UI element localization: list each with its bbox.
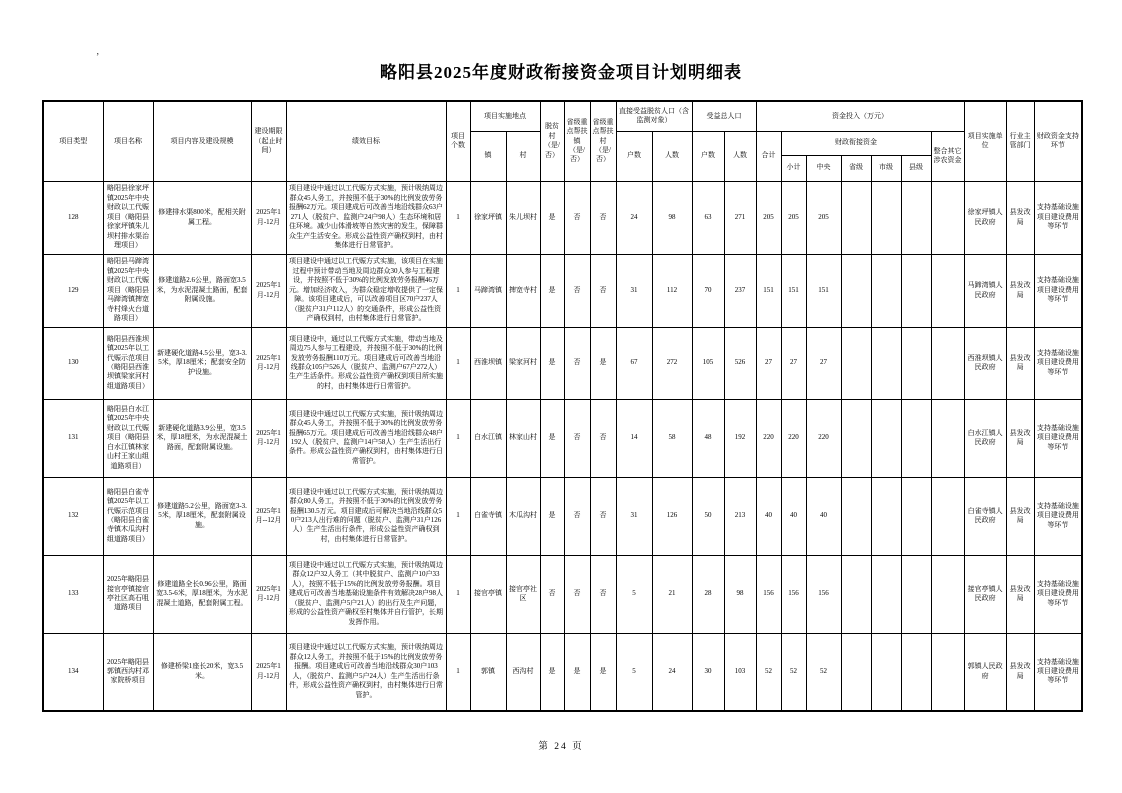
cell-city [871, 555, 901, 633]
cell-total: 27 [756, 327, 781, 399]
col-header-total-pop: 受益总人口 [692, 101, 756, 131]
cell-content: 修建道路全长0.96公里，路面宽3.5-6米，厚18厘米，为水泥混凝土道路，配套附属工程。 [153, 555, 251, 633]
cell-name: 2025年略阳县接官亭镇接官亭社区高石咀道路项目 [103, 555, 153, 633]
cell-subtotal: 151 [781, 254, 806, 327]
cell-province [841, 254, 871, 327]
cell-stage: 支持基础设施项目建设费用等环节 [1034, 477, 1082, 555]
cell-subtotal: 156 [781, 555, 806, 633]
table-row [43, 399, 1082, 477]
cell-integrated [931, 633, 964, 711]
col-header-unit: 项目实施单位 [964, 101, 1006, 181]
cell-count: 1 [446, 555, 470, 633]
page-number: 第 24 页 [538, 742, 584, 752]
cell-key-village: 是 [590, 633, 616, 711]
cell-total-hh: 28 [692, 555, 724, 633]
cell-integrated [931, 399, 964, 477]
cell-town: 徐家坪镇 [470, 181, 506, 254]
cell-central: 151 [806, 254, 841, 327]
cell-direct-hh: 31 [616, 254, 652, 327]
cell-town: 接官亭镇 [470, 555, 506, 633]
cell-province [841, 327, 871, 399]
cell-total-hh: 48 [692, 399, 724, 477]
cell-city [871, 327, 901, 399]
cell-central: 52 [806, 633, 841, 711]
table-row [43, 327, 1082, 399]
cell-direct-hh: 24 [616, 181, 652, 254]
cell-period: 2025年1月-12月 [251, 399, 286, 477]
col-header-key-village: 省级重点帮扶村（是/否） [590, 101, 616, 181]
cell-key-village: 否 [590, 399, 616, 477]
col-header-fiscal: 财政衔接资金 [781, 131, 931, 155]
cell-subtotal: 220 [781, 399, 806, 477]
cell-name: 略阳县白水江镇2025年中央财政以工代赈项目（略阳县白水江镇林家山村王家山组道路项目） [103, 399, 153, 477]
cell-name: 略阳县白雀寺镇2025年以工代赈示范项目（略阳县白雀寺镇木瓜沟村组道路项目） [103, 477, 153, 555]
cell-direct-pp: 21 [652, 555, 692, 633]
cell-integrated [931, 181, 964, 254]
cell-count: 1 [446, 254, 470, 327]
cell-subtotal: 52 [781, 633, 806, 711]
cell-total: 220 [756, 399, 781, 477]
cell-direct-hh: 67 [616, 327, 652, 399]
cell-content: 修建道路2.6公里，路面宽3.5米，为水泥混凝土路面，配套附属设施。 [153, 254, 251, 327]
cell-direct-hh: 31 [616, 477, 652, 555]
cell-key-village: 否 [590, 254, 616, 327]
cell-name: 2025年略阳县郭镇西沟村邓家院桥项目 [103, 633, 153, 711]
cell-town: 白水江镇 [470, 399, 506, 477]
cell-county [901, 555, 931, 633]
cell-county [901, 399, 931, 477]
cell-dept: 县发改局 [1006, 399, 1034, 477]
cell-integrated [931, 254, 964, 327]
cell-central: 220 [806, 399, 841, 477]
cell-count: 1 [446, 477, 470, 555]
cell-direct-pp: 112 [652, 254, 692, 327]
cell-total: 52 [756, 633, 781, 711]
cell-county [901, 181, 931, 254]
cell-integrated [931, 327, 964, 399]
cell-key-village: 否 [590, 181, 616, 254]
cell-period: 2025年1月-12月 [251, 633, 286, 711]
col-header-project-name: 项目名称 [103, 101, 153, 181]
cell-unit: 接官亭镇人民政府 [964, 555, 1006, 633]
cell-seq: 134 [43, 633, 103, 711]
cell-key-town: 否 [564, 477, 590, 555]
cell-stage: 支持基础设施项目建设费用等环节 [1034, 399, 1082, 477]
cell-direct-pp: 58 [652, 399, 692, 477]
cell-period: 2025年1月-12月 [251, 555, 286, 633]
cell-dept: 县发改局 [1006, 254, 1034, 327]
cell-total-pp: 213 [724, 477, 756, 555]
cell-integrated [931, 555, 964, 633]
cell-central: 40 [806, 477, 841, 555]
cell-period: 2025年1月-12月 [251, 181, 286, 254]
cell-content: 新建硬化道路3.9公里，宽3.5米，厚18厘米，为水泥混凝土路面，配套附属设施。 [153, 399, 251, 477]
cell-total-hh: 63 [692, 181, 724, 254]
cell-county [901, 633, 931, 711]
col-header-province: 省级 [841, 155, 871, 181]
cell-goal: 项目建设中通过以工代赈方式实施，该项目在实施过程中预计带动当地及周边群众30人参与工程建设，并按照不低于30%的比例发放劳务报酬46万元。增加经济收入，为群众稳定增收提供了一定保障。该项目建成后，可以改善项目区70户237人（脱贫户31户112人）的交通条件，形成公益性资产确权到村，由村集体进行日常管护。 [286, 254, 446, 327]
cell-stage: 支持基础设施项目建设费用等环节 [1034, 254, 1082, 327]
cell-direct-hh: 14 [616, 399, 652, 477]
col-header-direct-households: 户数 [616, 131, 652, 181]
table-header [43, 101, 1082, 181]
col-header-poor-village: 脱贫村（是/否） [540, 101, 564, 181]
cell-name: 略阳县马蹄湾镇2025年中央财政以工代赈项目（略阳县马蹄湾镇捭宽寺村烽火台道路项目） [103, 254, 153, 327]
cell-dept: 县发改局 [1006, 633, 1034, 711]
cell-central: 27 [806, 327, 841, 399]
cell-unit: 马蹄湾镇人民政府 [964, 254, 1006, 327]
cell-county [901, 254, 931, 327]
cell-total-pp: 192 [724, 399, 756, 477]
cell-village: 木瓜沟村 [506, 477, 540, 555]
cell-village: 西沟村 [506, 633, 540, 711]
cell-unit: 郭镇人民政府 [964, 633, 1006, 711]
cell-province [841, 633, 871, 711]
cell-town: 白雀寺镇 [470, 477, 506, 555]
cell-total: 40 [756, 477, 781, 555]
cell-stage: 支持基础设施项目建设费用等环节 [1034, 327, 1082, 399]
cell-city [871, 254, 901, 327]
cell-city [871, 399, 901, 477]
cell-city [871, 477, 901, 555]
col-header-dept: 行业主管部门 [1006, 101, 1034, 181]
cell-poor-village: 是 [540, 327, 564, 399]
cell-poor-village: 否 [540, 555, 564, 633]
cell-unit: 白水江镇人民政府 [964, 399, 1006, 477]
projects-table [42, 100, 1083, 712]
cell-stage: 支持基础设施项目建设费用等环节 [1034, 555, 1082, 633]
cell-town: 西淮坝镇 [470, 327, 506, 399]
cell-total-hh: 50 [692, 477, 724, 555]
cell-count: 1 [446, 633, 470, 711]
cell-period: 2025年1月-12月 [251, 327, 286, 399]
cell-city [871, 633, 901, 711]
table-body [43, 181, 1082, 711]
stray-mark: ’ [96, 52, 100, 63]
cell-total-pp: 237 [724, 254, 756, 327]
cell-dept: 县发改局 [1006, 181, 1034, 254]
col-header-key-town: 省级重点帮扶镇（是/否） [564, 101, 590, 181]
cell-poor-village: 是 [540, 477, 564, 555]
cell-direct-pp: 272 [652, 327, 692, 399]
cell-central: 156 [806, 555, 841, 633]
cell-seq: 131 [43, 399, 103, 477]
cell-seq: 132 [43, 477, 103, 555]
cell-stage: 支持基础设施项目建设费用等环节 [1034, 181, 1082, 254]
cell-central: 205 [806, 181, 841, 254]
cell-total-pp: 103 [724, 633, 756, 711]
col-header-location: 项目实施地点 [470, 101, 540, 131]
cell-poor-village: 是 [540, 399, 564, 477]
cell-goal: 项目建设中通过以工代赈方式实施，预计吸纳周边群众12人务工，并按照不低于15%的比例发放劳务报酬。项目建成后可改善当地沿线群众30户103人，（脱贫户、监测户5户24人）生产生活出行条件，形成公益性资产确权到村，由村集体进行日常管护。 [286, 633, 446, 711]
cell-village: 接官亭社区 [506, 555, 540, 633]
col-header-direct-pop: 直接受益脱贫人口（含监测对象） [616, 101, 692, 131]
cell-total: 205 [756, 181, 781, 254]
cell-county [901, 327, 931, 399]
cell-key-village: 是 [590, 327, 616, 399]
cell-goal: 项目建设中通过以工代赈方式实施，预计吸纳周边群众12户32人务工（其中脱贫户、监测户10户33人），按照不低于15%的比例发放劳务报酬。项目建成后可改善当地基础设施条件有效解决28户98人（脱贫户、监测户5户21人）的出行及生产问题，形成的公益性资产确权至村集体并自行管护，长期发挥作用。 [286, 555, 446, 633]
col-header-content: 项目内容及建设规模 [153, 101, 251, 181]
cell-county [901, 477, 931, 555]
col-header-count: 项目个数 [446, 101, 470, 181]
cell-village: 捭宽寺村 [506, 254, 540, 327]
cell-city [871, 181, 901, 254]
cell-seq: 128 [43, 181, 103, 254]
cell-goal: 项目建设中，通过以工代赈方式实施，带动当地及周边75人参与工程建设，并按照不低于30%的比例发放劳务报酬110万元。项目建成后可改善当地沿线群众105户526人（脱贫户、监测户67户272人）生产生活条件。形成公益性资产确权到项目所实施的村，由村集体进行日常管护。 [286, 327, 446, 399]
col-header-county: 县级 [901, 155, 931, 181]
cell-seq: 133 [43, 555, 103, 633]
cell-total-hh: 30 [692, 633, 724, 711]
cell-village: 朱儿坝村 [506, 181, 540, 254]
cell-content: 修建道路5.2公里，路面宽3-3.5米，厚18厘米，配套附属设施。 [153, 477, 251, 555]
cell-count: 1 [446, 399, 470, 477]
cell-total-pp: 526 [724, 327, 756, 399]
cell-key-town: 否 [564, 399, 590, 477]
cell-unit: 白雀寺镇人民政府 [964, 477, 1006, 555]
cell-direct-hh: 5 [616, 633, 652, 711]
cell-total-hh: 105 [692, 327, 724, 399]
cell-total-pp: 271 [724, 181, 756, 254]
cell-direct-pp: 126 [652, 477, 692, 555]
cell-stage: 支持基础设施项目建设费用等环节 [1034, 633, 1082, 711]
cell-poor-village: 是 [540, 633, 564, 711]
cell-name: 略阳县西淮坝镇2025年以工代赈示范项目（略阳县西淮坝镇梁家河村组道路项目） [103, 327, 153, 399]
cell-key-village: 否 [590, 477, 616, 555]
cell-content: 修建排水渠800米，配相关附属工程。 [153, 181, 251, 254]
table-row [43, 181, 1082, 254]
col-header-total-households: 户数 [692, 131, 724, 181]
cell-period: 2025年1月-12月 [251, 254, 286, 327]
cell-subtotal: 27 [781, 327, 806, 399]
cell-count: 1 [446, 181, 470, 254]
cell-goal: 项目建设中通过以工代赈方式实施，预计吸纳周边群众80人务工，并按照不低于30%的比例发放劳务报酬130.5万元。项目建成后可解决当地沿线群众50户213人出行难的问题（脱贫户、监测户31户126人）生产生活出行条件，形成公益性资产确权到村，由村集体进行日常管护。 [286, 477, 446, 555]
cell-poor-village: 是 [540, 254, 564, 327]
table-row [43, 633, 1082, 711]
cell-province [841, 555, 871, 633]
table-row [43, 555, 1082, 633]
cell-name: 略阳县徐家坪镇2025年中央财政以工代赈项目（略阳县徐家坪镇朱儿坝村排水渠治理项目） [103, 181, 153, 254]
cell-total-pp: 98 [724, 555, 756, 633]
cell-direct-pp: 24 [652, 633, 692, 711]
cell-goal: 项目建设中通过以工代赈方式实施，预计吸纳周边群众45人务工，并按照不低于30%的比例发放劳务报酬62万元。项目建成后可改善当地沿线群众63户271人（脱贫户、监测户24户98人）生态环境和居住环境。减少山体滑坡等自然灾害的发生，保障群众生产生活安全。形成公益性资产确权到村，由村集体进行日常管护。 [286, 181, 446, 254]
col-header-goal: 绩效目标 [286, 101, 446, 181]
cell-village: 林家山村 [506, 399, 540, 477]
table-row [43, 254, 1082, 327]
col-header-town: 镇 [470, 131, 506, 181]
cell-key-village: 否 [590, 555, 616, 633]
col-header-period: 建设期限（起止时间） [251, 101, 286, 181]
page-title: 略阳县2025年度财政衔接资金项目计划明细表 [380, 63, 742, 82]
cell-key-town: 是 [564, 633, 590, 711]
cell-key-town: 否 [564, 555, 590, 633]
cell-total: 156 [756, 555, 781, 633]
cell-goal: 项目建设中通过以工代赈方式实施，预计吸纳周边群众45人务工，并按照不低于30%的比例发放劳务报酬65万元。项目建成后可改善当地沿线群众48户192人（脱贫户、监测户14户58人）生产生活出行条件。形成公益性资产确权到村，由村集体进行日常管护。 [286, 399, 446, 477]
cell-direct-pp: 98 [652, 181, 692, 254]
cell-dept: 县发改局 [1006, 477, 1034, 555]
cell-count: 1 [446, 327, 470, 399]
cell-town: 马蹄湾镇 [470, 254, 506, 327]
cell-subtotal: 40 [781, 477, 806, 555]
cell-seq: 130 [43, 327, 103, 399]
col-header-direct-people: 人数 [652, 131, 692, 181]
cell-unit: 西淮坝镇人民政府 [964, 327, 1006, 399]
col-header-central: 中央 [806, 155, 841, 181]
cell-dept: 县发改局 [1006, 555, 1034, 633]
col-header-project-type: 项目类型 [43, 101, 103, 181]
cell-key-town: 否 [564, 181, 590, 254]
cell-seq: 129 [43, 254, 103, 327]
cell-total-hh: 70 [692, 254, 724, 327]
cell-unit: 徐家坪镇人民政府 [964, 181, 1006, 254]
col-header-village: 村 [506, 131, 540, 181]
table-row [43, 477, 1082, 555]
cell-town: 郭镇 [470, 633, 506, 711]
cell-province [841, 477, 871, 555]
cell-period: 2025年1月--12月 [251, 477, 286, 555]
cell-key-town: 否 [564, 254, 590, 327]
cell-content: 新建硬化道路4.5公里，宽3-3.5米，厚18厘米；配套安全防护设施。 [153, 327, 251, 399]
cell-village: 梁家河村 [506, 327, 540, 399]
col-header-subtotal: 小计 [781, 155, 806, 181]
col-header-invest: 资金投入（万元） [756, 101, 964, 131]
col-header-total: 合计 [756, 131, 781, 181]
cell-subtotal: 205 [781, 181, 806, 254]
col-header-city: 市级 [871, 155, 901, 181]
cell-direct-hh: 5 [616, 555, 652, 633]
cell-content: 修建桥梁1座长20米，宽3.5米。 [153, 633, 251, 711]
col-header-total-people: 人数 [724, 131, 756, 181]
cell-poor-village: 是 [540, 181, 564, 254]
cell-integrated [931, 477, 964, 555]
cell-key-town: 否 [564, 327, 590, 399]
cell-total: 151 [756, 254, 781, 327]
cell-dept: 县发改局 [1006, 327, 1034, 399]
col-header-integrated: 整合其它涉农资金 [931, 131, 964, 181]
col-header-stage: 财政资金支持环节 [1034, 101, 1082, 181]
cell-province [841, 181, 871, 254]
cell-province [841, 399, 871, 477]
